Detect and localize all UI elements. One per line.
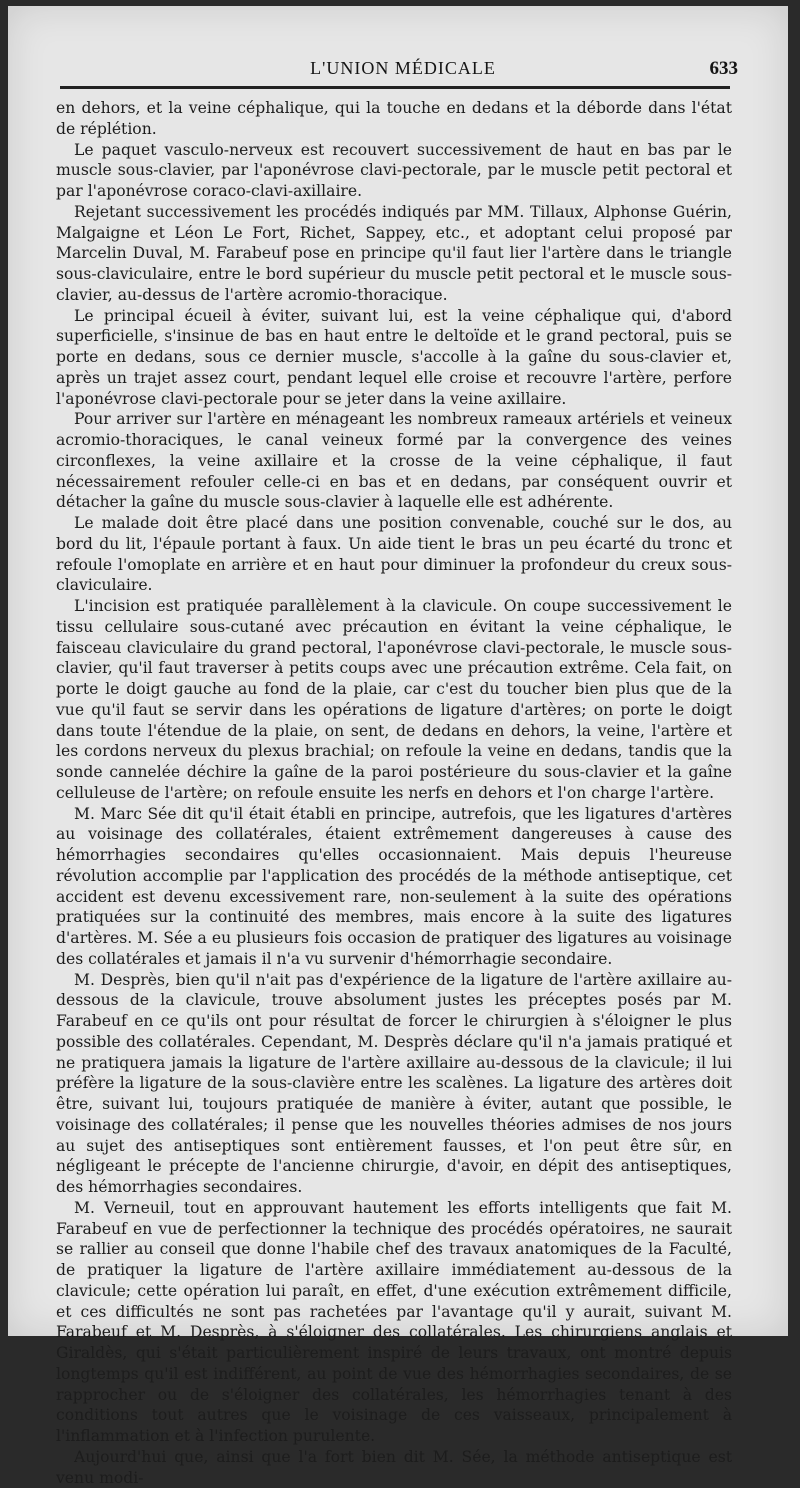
paragraph: en dehors, et la veine céphalique, qui la touche en dedans et la déborde dans l'état de réplétion. [56, 99, 732, 138]
article-body [56, 98, 732, 1488]
running-title: L'UNION MÉDICALE [310, 58, 496, 78]
page-number: 633 [709, 58, 738, 79]
page-header [68, 54, 738, 88]
paragraph: M. Marc Sée dit qu'il était établi en principe, autrefois, que les ligatures d'artères au voisinage des collatérales, étaient extrêmement dangereuses à cause des hémorrhagies secondaires qu'elles occasionnaient. Mais depuis l'heureuse révolution accomplie par l'application des procédés de la méthode antiseptique, cet accident est devenu excessivement rare, non-seulement à la suite des opérations pratiquées sur la continuité des membres, mais encore à la suite des ligatures d'artères. M. Sée a eu plusieurs fois occasion de pratiquer des ligatures au voisinage des collatérales et jamais il n'a vu survenir d'hémorrhagie secondaire. [56, 804, 732, 968]
paragraph: L'incision est pratiquée parallèlement à la clavicule. On coupe successivement le tissu cellulaire sous-cutané avec précaution en évitant la veine céphalique, le faisceau claviculaire du grand pectoral, l'aponévrose clavi-pectorale, le muscle sous-clavier, qu'il faut traverser à petits coups avec une précaution extrême. Cela fait, on porte le doigt gauche au fond de la plaie, car c'est du toucher bien plus que de la vue qu'il faut se servir dans les opérations de ligature d'artères; on porte le doigt dans toute l'étendue de la plaie, on sent, de dedans en dehors, la veine, l'artère et les cordons nerveux du plexus brachial; on refoule la veine en dedans, tandis que la sonde cannelée déchire la gaîne de la paroi postérieure du sous-clavier et la gaîne celluleuse de l'artère; on refoule ensuite les nerfs en dehors et l'on charge l'artère. [56, 597, 732, 802]
header-rule [60, 86, 730, 89]
paragraph: M. Verneuil, tout en approuvant hautement les efforts intelligents que fait M. Farabeuf en vue de perfectionner la technique des procédés opératoires, ne saurait se rallier au conseil que donne l'habile chef des travaux anatomiques de la Faculté, de pratiquer la ligature de l'artère axillaire immédiatement au-dessous de la clavicule; cette opération lui paraît, en effet, d'une exécution extrêmement difficile, et ces difficultés ne sont pas rachetées par l'avantage qu'il y aurait, suivant M. Farabeuf et M. Desprès, à s'éloigner des collatérales. Les chirurgiens anglais et Giraldès, qui s'était particulièrement inspiré de leurs travaux, ont montré depuis longtemps qu'il est indifférent, au point de vue des hémorrhagies secondaires, de se rapprocher ou de s'éloigner des collatérales, les hémorrhagies tenant à des conditions tout autres que le voisinage de ces vaisseaux, principalement à l'inflammation et à l'infection purulente. [56, 1198, 732, 1445]
paragraph: Aujourd'hui que, ainsi que l'a fort bien dit M. Sée, la méthode antiseptique est venu modi- [56, 1447, 732, 1487]
paragraph: M. Desprès, bien qu'il n'ait pas d'expérience de la ligature de l'artère axillaire au-dessous de la clavicule, trouve absolument justes les préceptes posés par M. Farabeuf en ce qu'ils ont pour résultat de forcer le chirurgien à s'éloigner le plus possible des collatérales. Cependant, M. Desprès déclare qu'il n'a jamais pratiqué et ne pratiquera jamais la ligature de l'artère axillaire au-dessous de la clavicule; il lui préfère la ligature de la sous-clavière entre les scalènes. La ligature des artères doit être, suivant lui, toujours pratiquée de manière à éviter, autant que possible, le voisinage des collatérales; il pense que les nouvelles théories admises de nos jours au sujet des antiseptiques sont entièrement fausses, et l'on peut être sûr, en négligeant le précepte de l'ancienne chirurgie, d'avoir, en dépit des antiseptiques, des hémorrhagies secondaires. [56, 970, 732, 1196]
paragraph: Le malade doit être placé dans une position convenable, couché sur le dos, au bord du lit, l'épaule portant à faux. Un aide tient le bras un peu écarté du tronc et refoule l'omoplate en arrière et en haut pour diminuer la profondeur du creux sous-claviculaire. [56, 514, 732, 595]
paragraph: Rejetant successivement les procédés indiqués par MM. Tillaux, Alphonse Guérin, Malgaigne et Léon Le Fort, Richet, Sappey, etc., et adoptant celui proposé par Marcelin Duval, M. Farabeuf pose en principe qu'il faut lier l'artère dans le triangle sous-claviculaire, entre le bord supérieur du muscle petit pectoral et le muscle sous-clavier, au-dessus de l'artère acromio-thoracique. [56, 202, 732, 304]
paragraph: Le paquet vasculo-nerveux est recouvert successivement de haut en bas par le muscle sous-clavier, par l'aponévrose clavi-pectorale, par le muscle petit pectoral et par l'aponévrose coraco-clavi-axillaire. [56, 140, 732, 200]
paragraph: Le principal écueil à éviter, suivant lui, est la veine céphalique qui, d'abord superficielle, s'insinue de bas en haut entre le deltoïde et le grand pectoral, puis se porte en dedans, sous ce dernier muscle, s'accolle à la gaîne du sous-clavier et, après un trajet assez court, pendant lequel elle croise et recouvre l'artère, perfore l'aponévrose clavi-pectorale pour se jeter dans la veine axillaire. [56, 306, 732, 408]
paragraph: Pour arriver sur l'artère en ménageant les nombreux rameaux artériels et veineux acromio-thoraciques, le canal veineux formé par la convergence des veines circonflexes, la veine axillaire et la crosse de la veine céphalique, il faut nécessairement refouler celle-ci en bas et en dedans, par conséquent ouvrir et détacher la gaîne du muscle sous-clavier à laquelle elle est adhérente. [56, 410, 732, 512]
